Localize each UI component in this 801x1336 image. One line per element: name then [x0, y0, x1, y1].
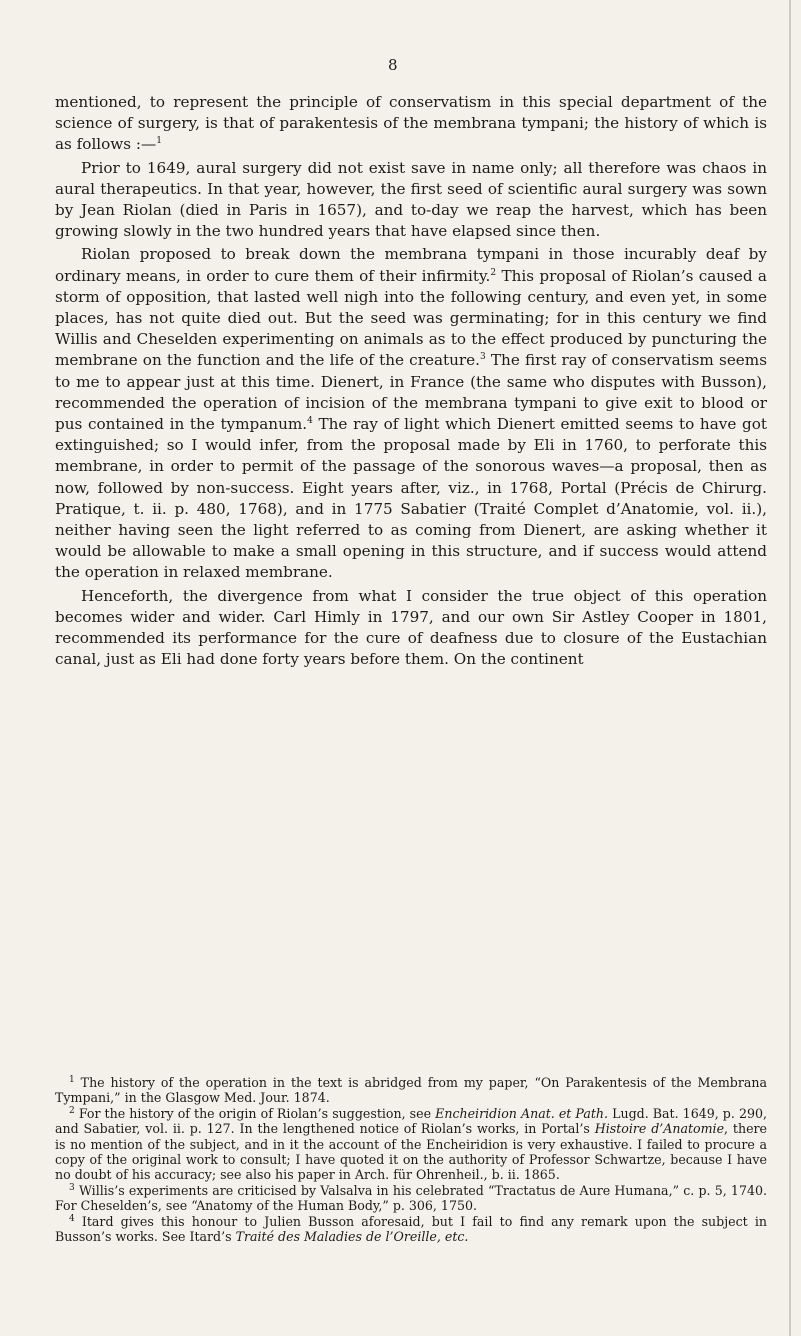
- main-text: [55, 92, 767, 672]
- footnote-2-title-b: Histoire d’Anatomie: [594, 1121, 725, 1137]
- footnote-mark: 4: [69, 1213, 75, 1224]
- page-number: 8: [388, 56, 399, 74]
- paragraph-3-part-d: The ray of light which Dienert emitted seems to have got extinguished; so I would infer, from the proposal made by Eli in 1760, to perforate this membrane, in order to permit of the passage of the sonorous waves—a proposal, then as now, followed by non-success. Eight years after, viz., in 1768, Portal (Précis de Chirurg. Pratique, t. ii. p. 480, 1768), and in 1775 Sabatier (Traité Complet d’Anatomie, vol. ii.), neither having seen the light referred to as coming from Dienert, are asking whether it would be allowable to make a small opening in this structure, and if success would attend the operation in relaxed membrane.: [55, 415, 767, 582]
- footnote-ref-4: 4: [307, 415, 313, 426]
- footnote-4: [55, 1214, 767, 1245]
- footnote-1: [55, 1075, 767, 1106]
- footnote-1-text: The history of the operation in the text is abridged from my paper, “On Parakentesis of the Membrana Tympani,” in the Glasgow Med. Jour. 1874.: [55, 1075, 767, 1106]
- footnote-2: [55, 1106, 767, 1183]
- paragraph-4: Henceforth, the divergence from what I consider the true object of this operation becomes wider and wider. Carl Himly in 1797, and our own Sir Astley Cooper in 1801, recommended its performance for the cure of deafness due to closure of the Eustachian canal, just as Eli had done forty years before them. On the continent: [55, 586, 767, 669]
- footnote-ref-3: 3: [479, 352, 486, 363]
- footnote-4-title-a: Traité des Maladies de l’Oreille, etc.: [235, 1229, 469, 1245]
- footnote-4-part-a: Itard gives this honour to Julien Busson aforesaid, but I fail to find any remark upon the subject in Busson’s works. See Itard’s: [55, 1213, 767, 1245]
- paragraph-3-part-a: Riolan proposed to break down the membrana tympani in those incurably deaf by ordinary means, in order to cure them of their infirmity.: [55, 245, 767, 285]
- footnote-2-title-a: Encheiridion Anat. et Path.: [435, 1105, 609, 1121]
- footnote-2-part-b: Lugd. Bat. 1649, p. 290, and Sabatier, vol. ii. p. 127. In the lengthened notice of Riolan’s works, in Portal’s: [55, 1105, 767, 1137]
- paragraph-1: [55, 92, 767, 156]
- paragraph-3-part-c: The first ray of conservatism seems to me to appear just at this time. Dienert, in France (the same who disputes with Busson), recommended the operation of incision of the membrana tympani to give exit to blood or pus contained in the tympanum.: [55, 351, 767, 434]
- footnote-mark: 3: [69, 1182, 75, 1193]
- footnote-ref-2: 2: [490, 267, 497, 278]
- footnote-mark: 1: [69, 1074, 75, 1085]
- paragraph-1-text: mentioned, to represent the principle of conservatism in this special department of the science of surgery, is that of parakentesis of the membrana tympani; the history of which is as follows :—: [55, 93, 767, 154]
- paragraph-3: [55, 244, 767, 583]
- footnote-3-text: Willis’s experiments are criticised by Valsalva in his celebrated “Tractatus de Aure Humana,” c. p. 5, 1740. For Cheselden’s, see “Anatomy of the Human Body,” p. 306, 1750.: [55, 1182, 767, 1214]
- page-edge-rule: [789, 0, 791, 1336]
- footnote-mark: 2: [69, 1105, 75, 1116]
- footnote-2-part-c: , there is no mention of the subject, and in it the account of the Encheiridion is very exhaustive. I failed to procure a copy of the original work to consult; I have quoted it on the authority of Professor Schwartze, because I have no doubt of his accuracy; see also his paper in Arch. für Ohrenheil., b. ii. 1865.: [55, 1121, 767, 1183]
- footnote-3: [55, 1183, 767, 1214]
- paragraph-3-part-b: This proposal of Riolan’s caused a storm of opposition, that lasted well nigh into the following century, and even yet, in some places, has not quite died out. But the seed was germinating; for in this century we find Willis and Cheselden experimenting on animals as to the effect produced by puncturing the membrane on the function and the life of the creature.: [55, 266, 767, 370]
- footnotes: [55, 1075, 767, 1244]
- paragraph-2: Prior to 1649, aural surgery did not exist save in name only; all therefore was chaos in aural therapeutics. In that year, however, the first seed of scientific aural surgery was sown by Jean Riolan (died in Paris in 1657), and to-day we reap the harvest, which has been growing slowly in the two hundred years that have elapsed since then.: [55, 158, 767, 241]
- footnote-ref-1: 1: [156, 136, 162, 147]
- footnote-2-part-a: For the history of the origin of Riolan’s suggestion, see: [78, 1105, 436, 1121]
